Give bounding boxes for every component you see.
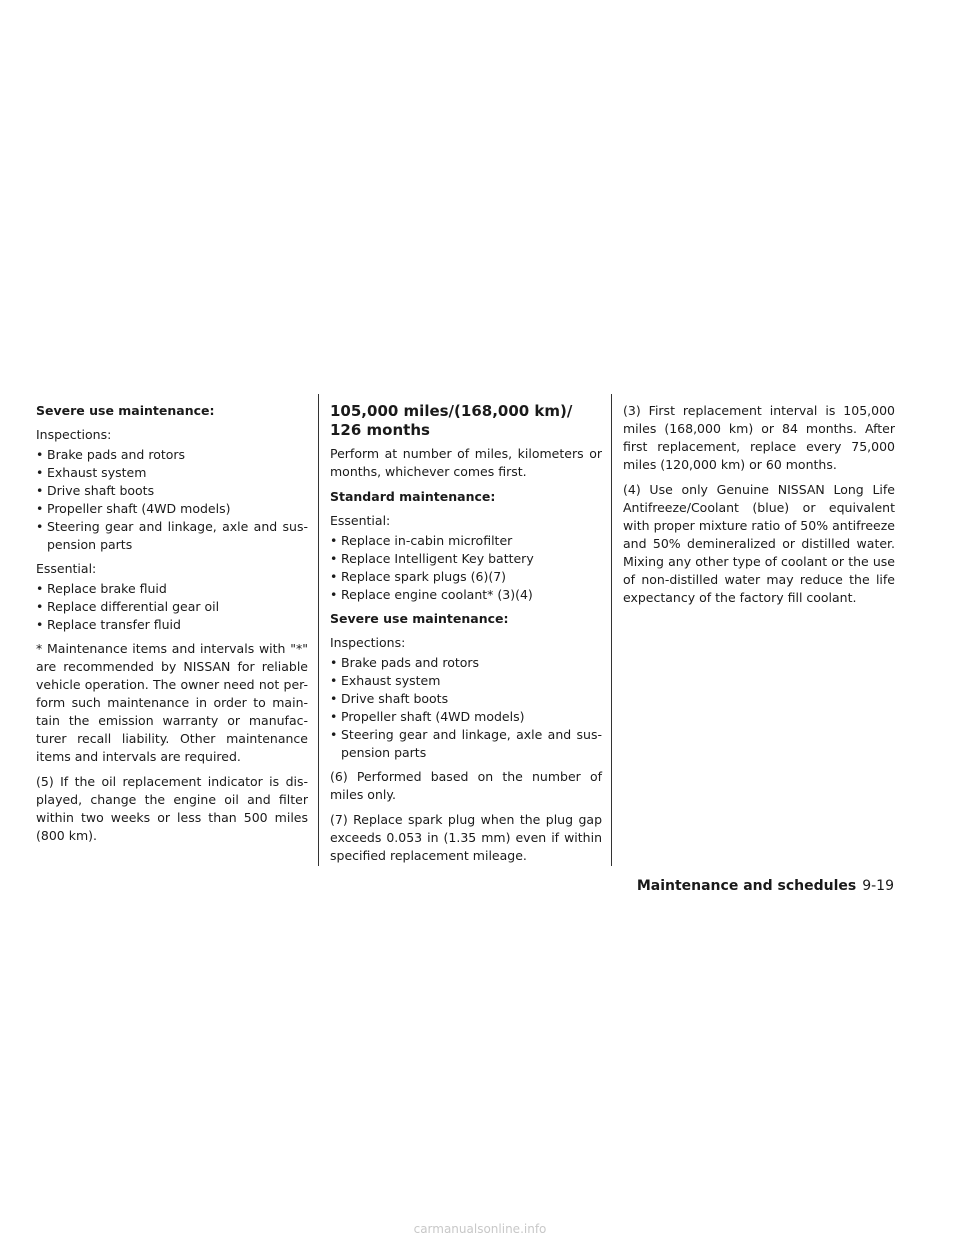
severe-use-heading: Severe use maintenance: <box>36 403 215 418</box>
watermark: carmanualsonline.info <box>413 1222 547 1236</box>
list-item: • Exhaust system <box>330 672 602 690</box>
list-item: • Replace differential gear oil <box>36 598 308 616</box>
inspections-list <box>330 654 602 762</box>
list-item: • Drive shaft boots <box>36 482 308 500</box>
essential-label: Essential: <box>36 561 97 576</box>
column-divider-1 <box>318 394 319 866</box>
column-2 <box>330 402 602 872</box>
list-item: • Exhaust system <box>36 464 308 482</box>
column-divider-2 <box>611 394 612 866</box>
list-item: • Brake pads and rotors <box>36 446 308 464</box>
list-item: • Replace spark plugs (6)(7) <box>330 568 602 586</box>
chapter-title: Maintenance and schedules <box>636 878 857 894</box>
list-item: • Drive shaft boots <box>330 690 602 708</box>
list-item: • Replace in-cabin microfilter <box>330 532 602 550</box>
severe-use-heading: Severe use maintenance: <box>330 611 509 626</box>
standard-maintenance-heading: Standard maintenance: <box>330 489 496 504</box>
footnote-5: (5) If the oil replacement indicator is dis-played, change the engine oil and filter within two weeks or less than 500 miles (800 km). <box>36 774 308 843</box>
footnote-4: (4) Use only Genuine NISSAN Long Life Antifreeze/Coolant (blue) or equivalent with proper mixture ratio of 50% antifreeze and 50% demineralized or distilled water. Mixing any other type of coolant or the use of non-distilled water may reduce the life expectancy of the factory fill coolant. <box>623 482 895 605</box>
section-title: 105,000 miles/(168,000 km)/ 126 months <box>330 402 573 439</box>
essential-label: Essential: <box>330 513 391 528</box>
list-item: • Propeller shaft (4WD models) <box>36 500 308 518</box>
star-footnote: * Maintenance items and intervals with "*" are recommended by NISSAN for reliable vehicle operation. The owner need not per-form such maintenance in order to main-tain the emission warranty or manufac-turer recall liability. Other maintenance items and intervals are required. <box>36 641 308 764</box>
footnote-6: (6) Performed based on the number of miles only. <box>330 769 602 802</box>
list-item: • Steering gear and linkage, axle and sus-pension parts <box>330 726 602 762</box>
list-item: • Brake pads and rotors <box>330 654 602 672</box>
list-item: • Replace Intelligent Key battery <box>330 550 602 568</box>
column-3 <box>623 402 895 614</box>
list-item: • Replace brake fluid <box>36 580 308 598</box>
inspections-label: Inspections: <box>36 427 112 442</box>
page-footer <box>637 877 894 895</box>
section-intro: Perform at number of miles, kilometers or months, whichever comes first. <box>330 446 602 479</box>
inspections-list <box>36 446 308 554</box>
footnote-7: (7) Replace spark plug when the plug gap exceeds 0.053 in (1.35 mm) even if within specified replacement mileage. <box>330 812 602 863</box>
list-item: • Replace transfer fluid <box>36 616 308 634</box>
page-number: 9-19 <box>862 878 894 894</box>
list-item: • Propeller shaft (4WD models) <box>330 708 602 726</box>
list-item: • Steering gear and linkage, axle and sus-pension parts <box>36 518 308 554</box>
column-1 <box>36 402 308 852</box>
essential-list <box>36 580 308 634</box>
list-item: • Replace engine coolant* (3)(4) <box>330 586 602 604</box>
footnote-3: (3) First replacement interval is 105,000 miles (168,000 km) or 84 months. After first replacement, replace every 75,000 miles (120,000 km) or 60 months. <box>623 403 895 472</box>
essential-list <box>330 532 602 604</box>
inspections-label: Inspections: <box>330 635 406 650</box>
